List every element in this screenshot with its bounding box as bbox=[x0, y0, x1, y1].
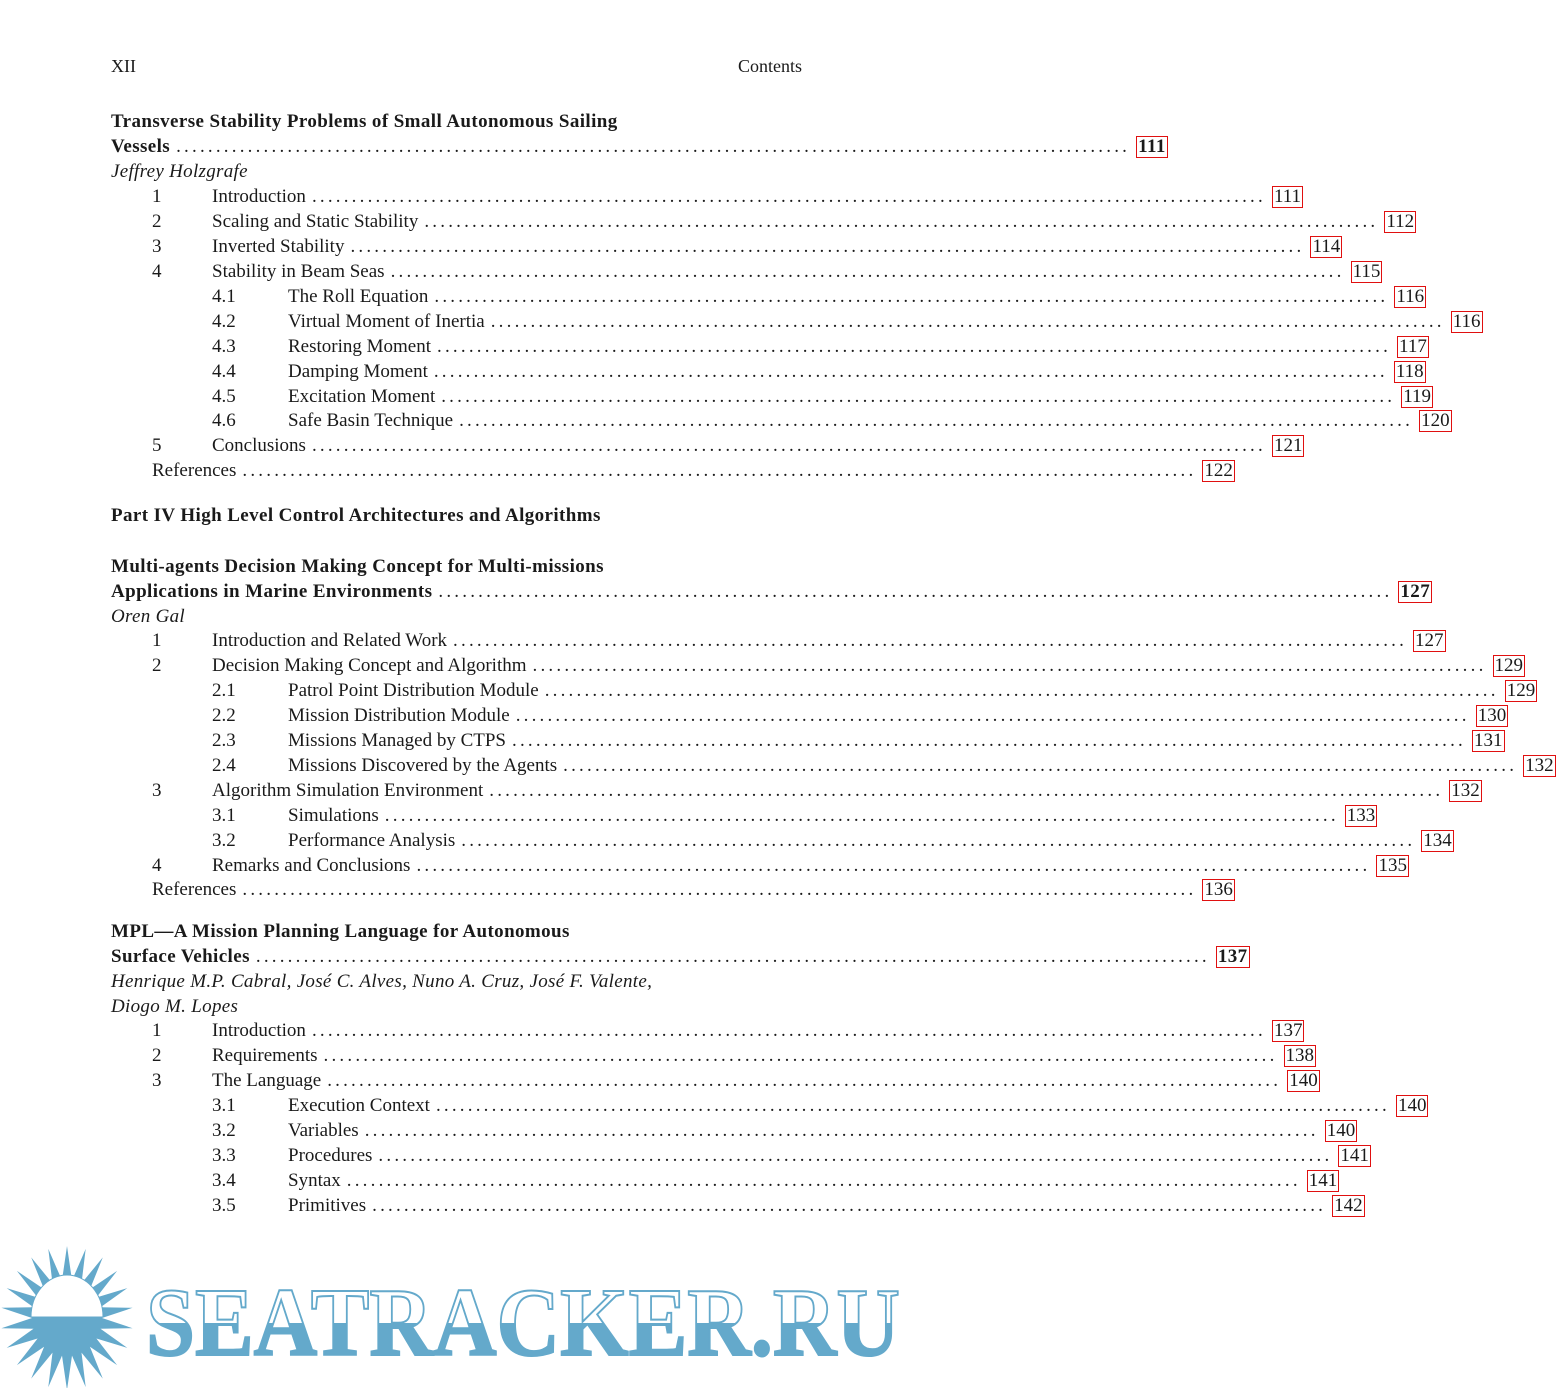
dot-leader: ........................................................................................................................ bbox=[364, 1120, 1319, 1141]
section-number: 2.3 bbox=[212, 730, 236, 751]
dot-leader: ........................................................................................................................ bbox=[489, 780, 1444, 801]
section-number: 5 bbox=[152, 435, 162, 456]
section-number: 4 bbox=[152, 261, 162, 282]
dot-leader: ........................................................................................................................ bbox=[435, 1095, 1390, 1116]
page-link[interactable]: 121 bbox=[1273, 435, 1303, 456]
dot-leader: ........................................................................................................................ bbox=[311, 435, 1266, 456]
section-entry[interactable] bbox=[0, 260, 1381, 284]
page-link[interactable]: 111 bbox=[1138, 136, 1166, 157]
page-link[interactable]: 142 bbox=[1334, 1195, 1363, 1216]
page-link[interactable]: 111 bbox=[1273, 186, 1302, 207]
subsection-entry[interactable] bbox=[0, 1119, 1356, 1143]
section-number: 4.2 bbox=[212, 311, 236, 332]
dot-leader: ........................................................................................................................ bbox=[378, 1145, 1333, 1166]
subsection-entry[interactable] bbox=[0, 385, 1432, 409]
dot-leader: ........................................................................................................................ bbox=[255, 946, 1210, 967]
chapter-authors: Diogo M. Lopes bbox=[111, 996, 239, 1017]
dot-leader: ........................................................................................................................ bbox=[434, 286, 1389, 307]
page-link[interactable]: 132 bbox=[1451, 780, 1480, 801]
section-number: 2 bbox=[152, 211, 162, 232]
chapter-title-line: Multi-agents Decision Making Concept for Multi-missions bbox=[111, 556, 604, 577]
subsection-entry[interactable] bbox=[0, 804, 1376, 828]
section-number: 3.3 bbox=[212, 1145, 236, 1166]
chapter-title-line: MPL—A Mission Planning Language for Autonomous bbox=[111, 921, 570, 942]
entry-title: Mission Distribution Module bbox=[288, 705, 510, 726]
page-link[interactable]: 135 bbox=[1378, 855, 1407, 876]
chapter-authors: Oren Gal bbox=[111, 606, 185, 627]
page-link[interactable]: 141 bbox=[1340, 1145, 1369, 1166]
entry-title: Variables bbox=[288, 1120, 359, 1141]
subsection-entry[interactable] bbox=[0, 1169, 1338, 1193]
subsection-entry[interactable] bbox=[0, 360, 1424, 384]
entry-title: Patrol Point Distribution Module bbox=[288, 680, 539, 701]
subsection-entry[interactable] bbox=[0, 310, 1481, 334]
chapter-authors: Henrique M.P. Cabral, José C. Alves, Nuno A. Cruz, José F. Valente, bbox=[111, 971, 653, 992]
entry-title: The Roll Equation bbox=[288, 286, 429, 307]
section-entry[interactable] bbox=[0, 235, 1341, 259]
section-entry[interactable] bbox=[0, 629, 1444, 653]
subsection-entry[interactable] bbox=[0, 335, 1427, 359]
section-number: 3.2 bbox=[212, 830, 236, 851]
entry-title: Primitives bbox=[288, 1195, 367, 1216]
entry-title: The Language bbox=[212, 1070, 322, 1091]
section-entry[interactable] bbox=[0, 185, 1302, 209]
section-entry[interactable] bbox=[0, 1069, 1318, 1093]
entry-title: Vessels bbox=[111, 136, 171, 157]
dot-leader: ........................................................................................................................ bbox=[242, 879, 1197, 900]
section-number: 2 bbox=[152, 655, 162, 676]
dot-leader: ........................................................................................................................ bbox=[424, 211, 1379, 232]
entry-title: Execution Context bbox=[288, 1095, 430, 1116]
section-number: 3.5 bbox=[212, 1195, 236, 1216]
entry-title: Excitation Moment bbox=[288, 386, 436, 407]
entry-title: Introduction bbox=[212, 1020, 306, 1041]
entry-title: Missions Managed by CTPS bbox=[288, 730, 506, 751]
dot-leader: ........................................................................................................................ bbox=[453, 630, 1408, 651]
dot-leader: ........................................................................................................................ bbox=[459, 410, 1414, 431]
entry-title: Remarks and Conclusions bbox=[212, 855, 411, 876]
entry-title: Virtual Moment of Inertia bbox=[288, 311, 485, 332]
section-number: 2.4 bbox=[212, 755, 236, 776]
dot-leader: ........................................................................................................................ bbox=[441, 386, 1396, 407]
subsection-entry[interactable] bbox=[0, 1144, 1369, 1168]
dot-leader: ........................................................................................................................ bbox=[437, 336, 1392, 357]
page-link[interactable]: 141 bbox=[1308, 1170, 1338, 1191]
section-number: 4.1 bbox=[212, 286, 236, 307]
entry-title: Missions Discovered by the Agents bbox=[288, 755, 558, 776]
dot-leader: ........................................................................................................................ bbox=[544, 680, 1499, 701]
dot-leader: ........................................................................................................................ bbox=[242, 460, 1197, 481]
section-number: 3.1 bbox=[212, 805, 236, 826]
entry-title: Restoring Moment bbox=[288, 336, 432, 357]
chapter-title-line: Transverse Stability Problems of Small Autonomous Sailing bbox=[111, 111, 618, 132]
page-link[interactable]: 140 bbox=[1326, 1120, 1356, 1141]
entry-title: Inverted Stability bbox=[212, 236, 345, 257]
entry-title: References bbox=[152, 879, 237, 900]
page-link[interactable]: 114 bbox=[1312, 236, 1341, 257]
section-number: 3 bbox=[152, 780, 162, 801]
page-link[interactable]: 136 bbox=[1204, 879, 1233, 900]
dot-leader: ........................................................................................................................ bbox=[372, 1195, 1327, 1216]
section-number: 3.4 bbox=[212, 1170, 236, 1191]
chapter-title-entry[interactable] bbox=[0, 580, 1431, 604]
page-link[interactable]: 129 bbox=[1494, 655, 1524, 676]
dot-leader: ........................................................................................................................ bbox=[384, 805, 1339, 826]
page-link[interactable]: 119 bbox=[1403, 386, 1432, 407]
references-entry[interactable] bbox=[0, 878, 1233, 902]
section-entry[interactable] bbox=[0, 654, 1524, 678]
page-link[interactable]: 138 bbox=[1285, 1045, 1315, 1066]
entry-title: Damping Moment bbox=[288, 361, 428, 382]
dot-leader: ........................................................................................................................ bbox=[512, 730, 1466, 751]
subsection-entry[interactable] bbox=[0, 704, 1507, 728]
section-number: 4 bbox=[152, 855, 162, 876]
page-link[interactable]: 116 bbox=[1396, 286, 1425, 307]
section-number: 4.5 bbox=[212, 386, 236, 407]
seatracker-watermark bbox=[0, 1240, 915, 1388]
page-link[interactable]: 127 bbox=[1400, 581, 1431, 602]
section-number: 2 bbox=[152, 1045, 162, 1066]
sun-logo-icon bbox=[1, 1246, 132, 1388]
section-number: 2.2 bbox=[212, 705, 236, 726]
page-link[interactable]: 117 bbox=[1399, 336, 1427, 357]
section-number: 1 bbox=[152, 1020, 162, 1041]
dot-leader: ........................................................................................................................ bbox=[515, 705, 1470, 726]
page-link[interactable]: 134 bbox=[1423, 830, 1452, 851]
entry-title: Algorithm Simulation Environment bbox=[212, 780, 484, 801]
dot-leader: ........................................................................................................................ bbox=[532, 655, 1487, 676]
page-link[interactable]: 137 bbox=[1217, 946, 1248, 967]
subsection-entry[interactable] bbox=[0, 285, 1425, 309]
entry-title: Surface Vehicles bbox=[111, 946, 250, 967]
dot-leader: ........................................................................................................................ bbox=[323, 1045, 1278, 1066]
running-title: Contents bbox=[737, 56, 802, 76]
entry-title: Scaling and Static Stability bbox=[212, 211, 419, 232]
entry-title: Introduction bbox=[212, 186, 306, 207]
page-link[interactable]: 118 bbox=[1395, 361, 1424, 382]
entry-title: Simulations bbox=[288, 805, 379, 826]
page-link[interactable]: 120 bbox=[1421, 410, 1450, 431]
entry-title: Stability in Beam Seas bbox=[212, 261, 385, 282]
subsection-entry[interactable] bbox=[0, 1194, 1363, 1218]
section-number: 1 bbox=[152, 186, 162, 207]
section-number: 2.1 bbox=[212, 680, 236, 701]
chapter-title-entry[interactable] bbox=[0, 135, 1166, 159]
section-entry[interactable] bbox=[0, 210, 1415, 234]
section-number: 3 bbox=[152, 1070, 162, 1091]
page-link[interactable]: 140 bbox=[1397, 1095, 1427, 1116]
watermark-text: SEATRACKER.RU bbox=[146, 1269, 900, 1377]
page-link[interactable]: 133 bbox=[1346, 805, 1376, 826]
entry-title: Requirements bbox=[212, 1045, 318, 1066]
dot-leader: ........................................................................................................................ bbox=[346, 1170, 1301, 1191]
section-number: 4.3 bbox=[212, 336, 236, 357]
section-entry[interactable] bbox=[0, 1019, 1303, 1043]
section-entry[interactable] bbox=[0, 434, 1303, 458]
subsection-entry[interactable] bbox=[0, 409, 1450, 433]
page-link[interactable]: 131 bbox=[1474, 730, 1503, 751]
page-link[interactable]: 137 bbox=[1273, 1020, 1303, 1041]
dot-leader: ........................................................................................................................ bbox=[350, 236, 1305, 257]
chapter-title-entry[interactable] bbox=[0, 945, 1248, 969]
subsection-entry[interactable] bbox=[0, 829, 1452, 853]
entry-title: References bbox=[152, 460, 237, 481]
dot-leader: ........................................................................................................................ bbox=[490, 311, 1445, 332]
entry-title: Applications in Marine Environments bbox=[111, 581, 433, 602]
section-entry[interactable] bbox=[0, 854, 1407, 878]
page-link[interactable]: 116 bbox=[1452, 311, 1481, 332]
subsection-entry[interactable] bbox=[0, 679, 1536, 703]
entry-title: Decision Making Concept and Algorithm bbox=[212, 655, 527, 676]
section-number: 4.6 bbox=[212, 410, 236, 431]
section-number: 3.2 bbox=[212, 1120, 236, 1141]
subsection-entry[interactable] bbox=[0, 729, 1503, 753]
entry-title: Safe Basin Technique bbox=[288, 410, 454, 431]
section-entry[interactable] bbox=[0, 1044, 1315, 1068]
page-number-header: XII bbox=[111, 56, 136, 76]
section-number: 3.1 bbox=[212, 1095, 236, 1116]
dot-leader: ........................................................................................................................ bbox=[461, 830, 1416, 851]
dot-leader: ........................................................................................................................ bbox=[390, 261, 1345, 282]
page-link[interactable]: 132 bbox=[1525, 755, 1554, 776]
dot-leader: ........................................................................................................................ bbox=[433, 361, 1388, 382]
entry-title: Conclusions bbox=[212, 435, 306, 456]
entry-title: Introduction and Related Work bbox=[212, 630, 448, 651]
dot-leader: ........................................................................................................................ bbox=[176, 136, 1131, 157]
subsection-entry[interactable] bbox=[0, 1094, 1427, 1118]
dot-leader: ........................................................................................................................ bbox=[311, 186, 1266, 207]
entry-title: Procedures bbox=[288, 1145, 373, 1166]
subsection-entry[interactable] bbox=[0, 754, 1554, 778]
section-number: 4.4 bbox=[212, 361, 236, 382]
dot-leader: ........................................................................................................................ bbox=[438, 581, 1393, 602]
page-link[interactable]: 112 bbox=[1386, 211, 1415, 232]
section-number: 1 bbox=[152, 630, 162, 651]
section-number: 3 bbox=[152, 236, 162, 257]
page-link[interactable]: 140 bbox=[1289, 1070, 1318, 1091]
section-entry[interactable] bbox=[0, 779, 1480, 803]
dot-leader: ........................................................................................................................ bbox=[416, 855, 1371, 876]
entry-title: Syntax bbox=[288, 1170, 341, 1191]
dot-leader: ........................................................................................................................ bbox=[327, 1070, 1282, 1091]
page-link[interactable]: 130 bbox=[1477, 705, 1507, 726]
page-link[interactable]: 127 bbox=[1415, 630, 1444, 651]
references-entry[interactable] bbox=[0, 459, 1233, 483]
dot-leader: ........................................................................................................................ bbox=[563, 755, 1518, 776]
entry-title: Performance Analysis bbox=[288, 830, 456, 851]
dot-leader: ........................................................................................................................ bbox=[311, 1020, 1266, 1041]
page-link[interactable]: 129 bbox=[1506, 680, 1536, 701]
page-link[interactable]: 122 bbox=[1204, 460, 1233, 481]
chapter-authors: Jeffrey Holzgrafe bbox=[111, 161, 248, 182]
part-heading: Part IV High Level Control Architectures and Algorithms bbox=[111, 505, 601, 526]
page-link[interactable]: 115 bbox=[1352, 261, 1381, 282]
